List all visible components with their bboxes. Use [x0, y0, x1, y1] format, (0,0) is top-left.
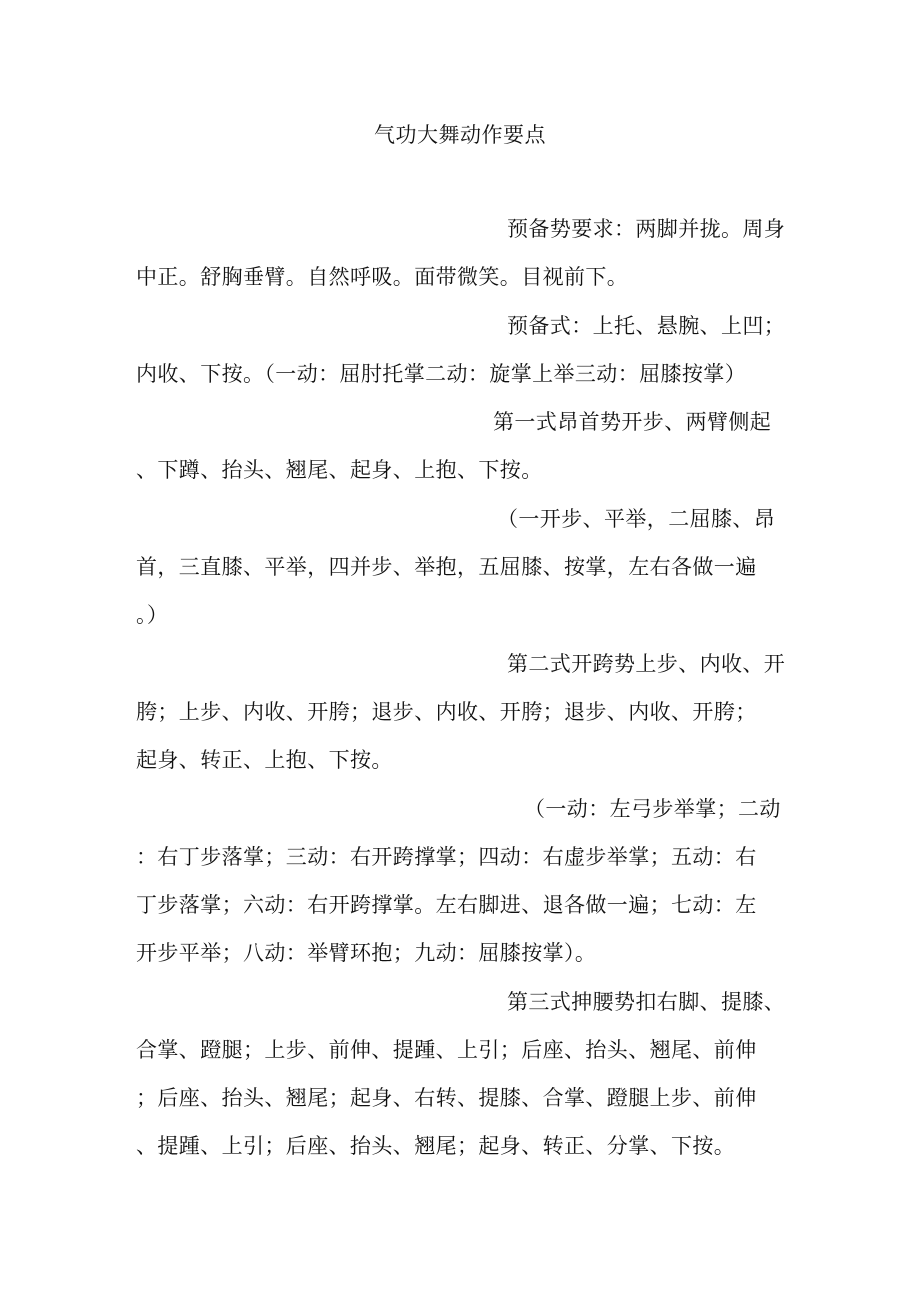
- text-line: 首，三直膝、平举，四并步、举抱，五屈膝、按掌，左右各做一遍: [136, 555, 757, 579]
- text-line: 起身、转正、上抱、下按。: [136, 748, 393, 772]
- text-line: 胯；上步、内收、开胯；退步、内收、开胯；退步、内收、开胯；: [136, 700, 757, 724]
- text-line: 预备势要求：两脚并拢。周身: [507, 217, 786, 241]
- text-line: （一动：左弓步举掌；二动: [524, 797, 781, 821]
- text-line: ；后座、抬头、翘尾；起身、右转、提膝、合掌、蹬腿上步、前伸: [136, 1086, 757, 1110]
- text-line: ：右丁步落掌；三动：右开跨撑掌；四动：右虚步举掌；五动：右: [136, 845, 757, 869]
- text-line: 、提踵、上引；后座、抬头、翘尾；起身、转正、分掌、下按。: [136, 1134, 736, 1158]
- text-line: 第二式开跨势上步、内收、开: [507, 652, 786, 676]
- text-line: 开步平举；八动：举臂环抱；九动：屈膝按掌）。: [136, 941, 597, 965]
- text-line: 预备式：上托、悬腕、上凹；: [507, 314, 786, 338]
- text-line: 。）: [136, 603, 169, 627]
- text-line: （一开步、平举，二屈膝、昂: [497, 507, 776, 531]
- document-title: 气功大舞动作要点: [374, 123, 546, 147]
- text-line: 合掌、蹬腿；上步、前伸、提踵、上引；后座、抬头、翘尾、前伸: [136, 1038, 757, 1062]
- text-line: 、下蹲、抬头、翘尾、起身、上抱、下按。: [136, 458, 543, 482]
- text-line: 第三式抻腰势扣右脚、提膝、: [507, 990, 786, 1014]
- text-line: 中正。舒胸垂臂。自然呼吸。面带微笑。目视前下。: [136, 265, 629, 289]
- text-line: 第一式昂首势开步、两臂侧起: [493, 410, 772, 434]
- text-line: 内收、下按。（一动：屈肘托掌二动：旋掌上举三动：屈膝按掌）: [136, 362, 747, 386]
- text-line: 丁步落掌；六动：右开跨撑掌。左右脚进、退各做一遍；七动：左: [136, 893, 757, 917]
